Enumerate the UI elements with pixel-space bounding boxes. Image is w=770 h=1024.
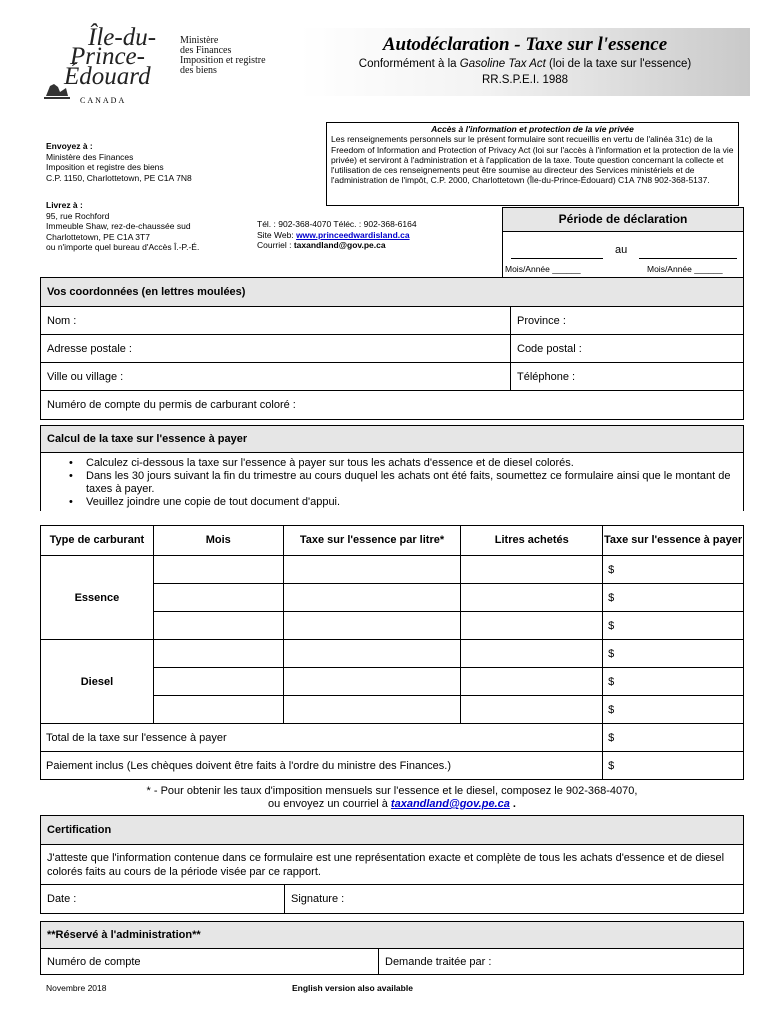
footer-date: Novembre 2018 — [46, 983, 107, 993]
instruction-item: • Calculez ci-dessous la taxe sur l'essence à payer sur tous les achats d'essence et de diesel colorés. — [41, 457, 733, 470]
admin-section — [40, 921, 744, 975]
total-row — [41, 724, 744, 752]
footnote — [40, 785, 744, 811]
send-label: Envoyez à : — [46, 141, 93, 151]
logo-canada: CANADA — [80, 96, 127, 105]
deliver-line: ou n'importe quel bureau d'Accès Î.-P.-É. — [46, 242, 200, 252]
month-cell[interactable] — [153, 640, 283, 668]
certification-title: Certification — [41, 816, 743, 845]
city-field[interactable]: Ville ou village : — [47, 370, 124, 383]
title-box — [300, 28, 750, 96]
send-line: C.P. 1150, Charlottetown, PE C1A 7N8 — [46, 172, 192, 183]
deliver-label: Livrez à : — [46, 200, 83, 210]
admin-title: **Réservé à l'administration** — [41, 922, 743, 949]
litres-cell[interactable] — [461, 612, 603, 640]
contact-block — [257, 219, 417, 251]
email-line: Courriel : taxandland@gov.pe.ca — [257, 240, 386, 250]
period-box — [502, 207, 744, 277]
payment-row — [41, 752, 744, 780]
ministry-block — [180, 36, 266, 76]
privacy-text: Les renseignements personnels sur le présent formulaire sont recueillis en vertu de l'alinéa 31c) de la Freedom of Information and Protection of Privacy Act (loi sur l'accès à l'information et la protection de la vie privée) et serviront à l'administration et à l'application de la taxe. Toute question concernant la collecte et l'utilisation de ces renseignements peut être soumise au directeur des Services ministériels et de l'administration de l'impôt, C.P. 2000, Charlottetown (Île-du-Prince-Édouard) C1A 7N8 902-368-5137. — [331, 134, 734, 186]
certification-text: J'atteste que l'information contenue dans ce formulaire est une représentation exacte et complète de tous les achats d'essence et de diesel colorés faits au cours de la période visée par ce rapport. — [47, 851, 725, 878]
ministry-line1: Ministère — [180, 35, 219, 46]
deliver-to-block — [46, 200, 199, 253]
table-header-row — [41, 526, 744, 556]
website-line: Site Web: www.princeedwardisland.ca — [257, 229, 410, 240]
month-cell[interactable] — [153, 668, 283, 696]
coordinates-section — [40, 277, 744, 420]
table-row — [41, 640, 744, 668]
payable-cell[interactable]: $ — [603, 640, 744, 668]
logo-line2: Prince- — [70, 43, 145, 70]
payment-cell[interactable]: $ — [603, 752, 744, 780]
form-regulation: RR.S.P.E.I. 1988 — [481, 74, 569, 86]
form-title: Autodéclaration - Taxe sur l'essence — [382, 34, 668, 55]
payable-cell[interactable]: $ — [603, 556, 744, 584]
header-payable: Taxe sur l'essence à payer — [603, 526, 744, 556]
deliver-line: Charlottetown, PE C1A 3T7 — [46, 231, 150, 242]
period-title: Période de déclaration — [503, 208, 743, 232]
footnote-line2: ou envoyez un courriel à taxandland@gov.pe.ca . — [268, 798, 516, 810]
province-field[interactable]: Province : — [510, 307, 743, 334]
lion-tree-emblem-icon — [42, 78, 72, 100]
rate-cell[interactable] — [283, 612, 461, 640]
send-to-block — [46, 141, 192, 183]
payable-cell[interactable]: $ — [603, 696, 744, 724]
ministry-line3: Imposition et registre — [180, 55, 266, 66]
website-link[interactable]: www.princeedwardisland.ca — [296, 229, 410, 240]
month-cell[interactable] — [153, 556, 283, 584]
signature-field[interactable]: Signature : — [284, 885, 743, 913]
name-row — [41, 307, 743, 335]
month-cell[interactable] — [153, 612, 283, 640]
permit-account-field[interactable]: Numéro de compte du permis de carburant coloré : — [47, 399, 296, 411]
footnote-line1: * - Pour obtenir les taux d'imposition mensuels sur l'essence et le diesel, composez le 902-368-4070, — [146, 785, 638, 797]
processed-by-field[interactable]: Demande traitée par : — [378, 949, 743, 974]
english-version-note: English version also available — [292, 983, 413, 993]
phone-fax: Tél. : 902-368-4070 Téléc. : 902-368-6164 — [257, 219, 417, 229]
diesel-label: Diesel — [41, 640, 154, 724]
name-field[interactable]: Nom : — [47, 314, 77, 327]
instruction-item: • Dans les 30 jours suivant la fin du trimestre au cours duquel les achats ont été faits, soumettez ce formulaire ainsi que le montant de taxes à payer. — [41, 470, 733, 496]
month-cell[interactable] — [153, 584, 283, 612]
privacy-title: Accès à l'information et protection de la vie privée — [431, 124, 634, 134]
month-cell[interactable] — [153, 696, 283, 724]
phone-field[interactable]: Téléphone : — [510, 363, 743, 390]
essence-label: Essence — [41, 556, 154, 640]
period-end-label: Mois/Année ______ — [647, 264, 723, 274]
header-litres: Litres achetés — [461, 526, 603, 556]
rate-cell[interactable] — [283, 696, 461, 724]
litres-cell[interactable] — [461, 696, 603, 724]
period-end-field[interactable] — [639, 258, 737, 259]
logo-line3: Édouard — [64, 63, 151, 90]
form-subtitle: Conformément à la Gasoline Tax Act (loi de la taxe sur l'essence) — [358, 58, 692, 70]
address-field[interactable]: Adresse postale : — [47, 342, 132, 355]
tax-table — [40, 525, 744, 780]
footnote-email-link[interactable]: taxandland@gov.pe.ca — [390, 798, 510, 810]
calculation-title: Calcul de la taxe sur l'essence à payer — [41, 426, 743, 453]
certification-statement-row — [41, 845, 743, 885]
payable-cell[interactable]: $ — [603, 584, 744, 612]
email-text: taxandland@gov.pe.ca — [293, 240, 386, 250]
rate-cell[interactable] — [283, 668, 461, 696]
instructions-list — [41, 453, 743, 511]
admin-row — [41, 949, 743, 974]
period-start-label: Mois/Année ______ — [505, 264, 581, 274]
ministry-line4: des biens — [180, 65, 217, 76]
period-au: au — [615, 244, 628, 256]
litres-cell[interactable] — [461, 668, 603, 696]
litres-cell[interactable] — [461, 640, 603, 668]
privacy-notice — [326, 122, 739, 206]
calculation-section — [40, 425, 744, 511]
rate-cell[interactable] — [283, 556, 461, 584]
instruction-item: • Veuillez joindre une copie de tout document d'appui. — [41, 496, 733, 509]
table-row — [41, 556, 744, 584]
certification-section — [40, 815, 744, 914]
period-start-field[interactable] — [511, 258, 603, 259]
date-field[interactable]: Date : — [47, 893, 77, 905]
payment-label: Paiement inclus (Les chèques doivent être faits à l'ordre du ministre des Finances.) — [41, 752, 603, 780]
send-line: Ministère des Finances — [46, 151, 134, 162]
litres-cell[interactable] — [461, 556, 603, 584]
ministry-line2: des Finances — [180, 45, 232, 56]
deliver-line: 95, rue Rochford — [46, 210, 110, 221]
postal-code-field[interactable]: Code postal : — [510, 335, 743, 362]
total-cell[interactable]: $ — [603, 724, 744, 752]
header-type: Type de carburant — [41, 526, 154, 556]
coordinates-title: Vos coordonnées (en lettres moulées) — [41, 278, 743, 307]
date-signature-row — [41, 885, 743, 913]
logo-line1: Île-du- — [88, 24, 157, 51]
rate-cell[interactable] — [283, 640, 461, 668]
address-row — [41, 335, 743, 363]
city-row — [41, 363, 743, 391]
total-label: Total de la taxe sur l'essence à payer — [41, 724, 603, 752]
payable-cell[interactable]: $ — [603, 612, 744, 640]
rate-cell[interactable] — [283, 584, 461, 612]
litres-cell[interactable] — [461, 584, 603, 612]
logo — [40, 24, 165, 109]
header-rate: Taxe sur l'essence par litre* — [283, 526, 461, 556]
payable-cell[interactable]: $ — [603, 668, 744, 696]
send-line: Imposition et registre des biens — [46, 162, 164, 172]
header-month: Mois — [153, 526, 283, 556]
account-row — [41, 391, 743, 419]
admin-account-field[interactable]: Numéro de compte — [47, 955, 141, 968]
deliver-line: Immeuble Shaw, rez-de-chaussée sud — [46, 221, 191, 231]
